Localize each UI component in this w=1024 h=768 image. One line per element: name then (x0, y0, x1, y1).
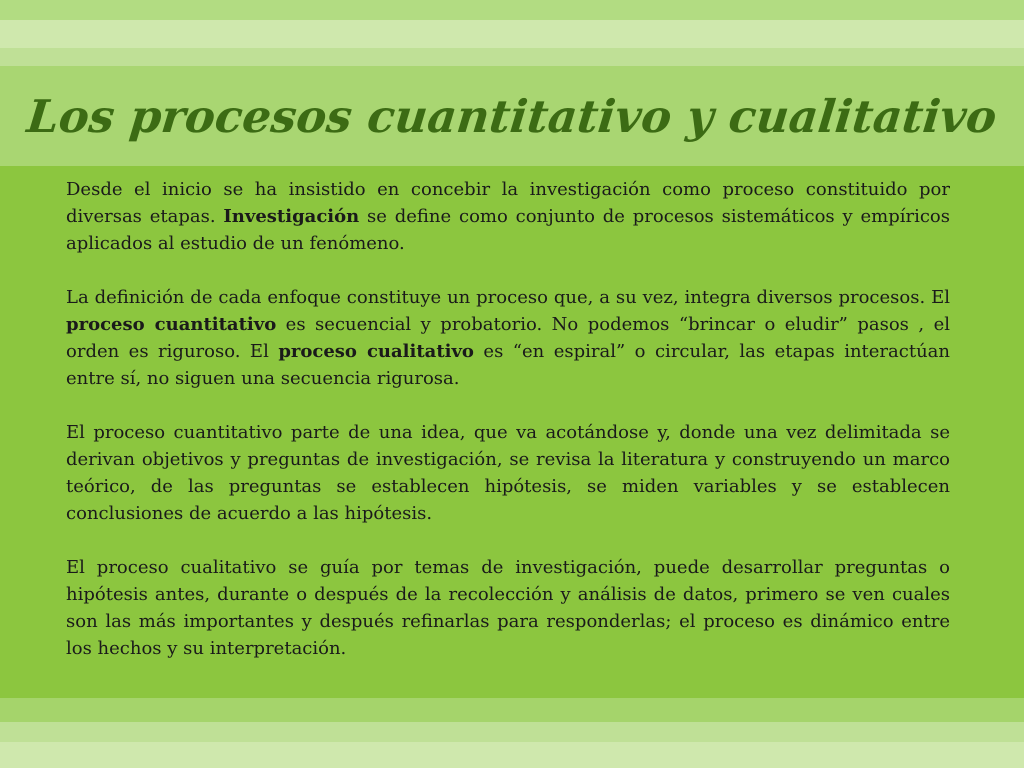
paragraph-text: es secuencial y probatorio. No podemos “brincar o eludir” pasos , el orden es riguroso. El (66, 314, 951, 362)
top-stripe-1 (0, 0, 1024, 20)
paragraph-text: Desde el inicio se ha insistido en concebir la investigación como proceso constituido por diversas etapas. (66, 179, 950, 227)
slide-title: Los procesos cuantitativo y cualitativo (24, 89, 1000, 143)
keyword-proceso-cuantitativo: proceso cuantitativo (66, 314, 277, 335)
bottom-stripe-3 (0, 742, 1024, 768)
slide-body (66, 176, 950, 662)
paragraph-quantitative: El proceso cuantitativo parte de una idea, que va acotándose y, donde una vez delimitada se derivan objetivos y preguntas de investigación, se revisa la literatura y construyendo un marco teórico, de las preguntas se establecen hipótesis, se miden variables y se establecen conclusiones de acuerdo a las hipótesis. (66, 422, 950, 524)
paragraph-approaches (66, 284, 950, 392)
paragraph-text: La definición de cada enfoque constituye un proceso que, a su vez, integra diversos procesos. El (66, 287, 950, 308)
top-stripe-2 (0, 20, 1024, 48)
paragraph-text: es “en espiral” o circular, las etapas interactúan entre sí, no siguen una secuencia rigurosa. (66, 341, 951, 389)
paragraph-qualitative: El proceso cualitativo se guía por temas de investigación, puede desarrollar preguntas o hipótesis antes, durante o después de la recolección y análisis de datos, primero se ven cuales son las más importantes y después refinarlas para responderlas; el proceso es dinámico entre los hechos y su interpretación. (66, 557, 950, 659)
keyword-investigacion: Investigación (223, 206, 360, 227)
bottom-stripe-1 (0, 698, 1024, 722)
paragraph-text: se define como conjunto de procesos sistemáticos y empíricos aplicados al estudio de un fenómeno. (66, 206, 950, 254)
bottom-stripe-2 (0, 722, 1024, 742)
top-stripe-3 (0, 48, 1024, 66)
keyword-proceso-cualitativo: proceso cualitativo (278, 341, 474, 362)
paragraph-definition (66, 176, 950, 257)
